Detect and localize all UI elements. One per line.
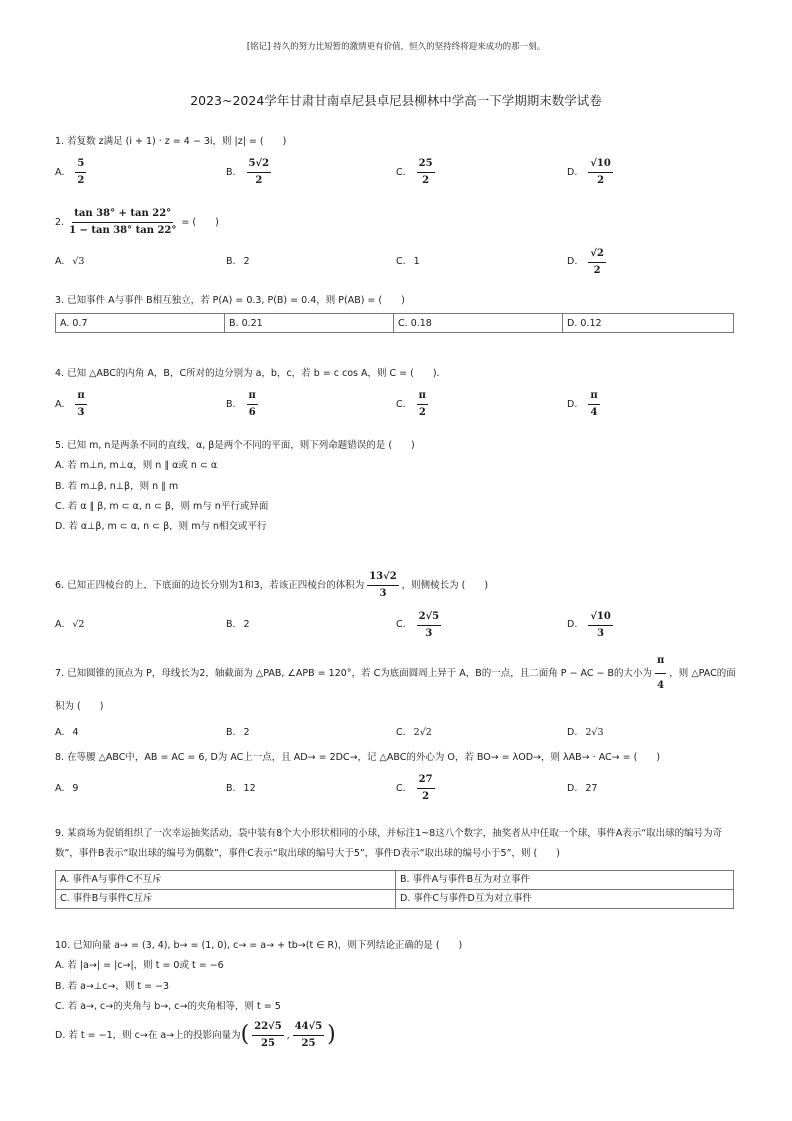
- question-text: 某商场为促销组织了一次幸运抽奖活动，袋中装有8个大小形状相同的小球，并标注1~8这八个数字，抽奖者从中任取一个球，事件A表示“取出球的编号为奇数”，事件B表示“取出球的编号为偶数”，事件C表示“取出球的编号大于5”，事件D表示“取出球的编号小于5”，则 ( ): [55, 828, 723, 859]
- question-fraction: $\frac{13√2}{3}$: [369, 571, 397, 599]
- option-a: A. √2: [55, 619, 85, 631]
- options-table: [55, 313, 734, 333]
- option-b: B. 2: [226, 727, 250, 739]
- question-text: 已知向量 a→ = (3, 4), b→ = (1, 0), c→ = a→ + tb→(t ∈ R)，则下列结论正确的是 ( ): [73, 940, 463, 951]
- option-d: D. $\frac{√2}{2}$: [567, 247, 604, 276]
- question-number: 2.: [55, 217, 65, 228]
- option-a: A. $\frac{\pi}{3}$: [55, 389, 85, 418]
- option-b: B. $\frac{\pi}{6}$: [226, 389, 256, 418]
- question-number: 10.: [55, 940, 71, 951]
- question-text-tail: ，则侧棱长为 ( ): [401, 580, 489, 591]
- option-a: A. 若 m⊥n, m⊥α，则 n ∥ α或 n ⊂ α: [55, 460, 218, 472]
- option-c: C. 2√2: [396, 727, 432, 739]
- header-motto: [铭记] 持久的努力比短暂的激情更有价值，恒久的坚持终将迎来成功的那一刻。: [246, 42, 546, 52]
- option-d: D. $\frac{\pi}{4}$: [567, 389, 598, 418]
- option-b: B. 2: [226, 619, 250, 631]
- question-10: [55, 939, 745, 1051]
- question-number: 7.: [55, 668, 65, 679]
- option-a: A. 0.7: [56, 314, 225, 333]
- question-number: 8.: [55, 752, 65, 763]
- option-d: D. 0.12: [563, 314, 734, 333]
- left-paren: (: [240, 1022, 250, 1048]
- question-number: 4.: [55, 368, 65, 379]
- option-d: D. 事件C与事件D互为对立事件: [396, 889, 734, 908]
- option-b: B. $\frac{5√2}{2}$: [226, 157, 270, 186]
- option-b: B. 0.21: [225, 314, 394, 333]
- question-text: 在等腰 △ABC中，AB = AC = 6, D为 AC上一点，且 AD→ = 2DC→，记 △ABC的外心为 O，若 BO→ = λOD→，则 λAB→ · AC→ = ( ): [67, 752, 661, 763]
- option-d: D. $\frac{√10}{3}$: [567, 610, 611, 639]
- option-c: C. 若 α ∥ β, m ⊂ α, n ⊂ β，则 m与 n平行或异面: [55, 500, 269, 512]
- option-b: B. 若 a→⊥c→，则 t = −3: [55, 980, 170, 992]
- option-b: B. 事件A与事件B互为对立事件: [396, 870, 734, 889]
- option-c: C. 0.18: [394, 314, 563, 333]
- question-text: 若复数 z满足 (i + 1) · z = 4 − 3i，则 |z| = ( ): [67, 136, 287, 147]
- question-fraction: $\frac{\tan 38^\circ + \tan 22^\circ}{1 - \tan 38^\circ \tan 22^\circ}$: [69, 208, 177, 236]
- page-title: 2023~2024学年甘肃甘南卓尼县卓尼县柳林中学高一下学期期末数学试卷: [190, 93, 602, 108]
- question-1: [55, 135, 745, 190]
- option-c: C. 1: [396, 256, 420, 268]
- question-text: = ( ): [181, 217, 219, 228]
- option-c: C. $\frac{27}{2}$: [396, 773, 433, 802]
- option-a: A. √3: [55, 256, 85, 268]
- options-table: [55, 870, 734, 909]
- option-a: A. 事件A与事件C不互斥: [56, 870, 396, 889]
- option-c: C. 若 a→, c→的夹角与 b→, c→的夹角相等，则 t = 5: [55, 1000, 281, 1012]
- question-number: 3.: [55, 295, 65, 306]
- question-text: 已知圆锥的顶点为 P，母线长为2，轴截面为 △PAB, ∠APB = 120°，若 C为底面圆周上异于 A，B的一点，且二面角 P − AC − B的大小为: [67, 668, 652, 679]
- question-6: [55, 570, 745, 643]
- question-4: [55, 367, 745, 422]
- option-c: C. $\frac{25}{2}$: [396, 157, 433, 186]
- option-a: A. 若 |a→| = |c→|，则 t = 0或 t = −6: [55, 960, 224, 972]
- question-3: [55, 294, 745, 333]
- option-d: D. 若 t = −1，则 c→在 a→上的投影向量为 ( $\frac{22√5}{25}$ , $\frac{44√5}{25}$ ): [55, 1021, 336, 1050]
- question-number: 6.: [55, 580, 65, 591]
- option-b: B. 12: [226, 782, 256, 794]
- right-paren: ): [327, 1022, 336, 1048]
- question-text: 已知 △ABC的内角 A，B，C所对的边分别为 a，b，c，若 b = c cos A，则 C = ( )．: [67, 368, 447, 379]
- question-number: 5.: [55, 440, 65, 451]
- option-b: B. 若 m⊥β, n⊥β，则 n ∥ m: [55, 480, 179, 492]
- question-7: [55, 650, 745, 742]
- option-d: D. 若 α⊥β, m ⊂ α, n ⊂ β，则 m与 n相交或平行: [55, 521, 267, 533]
- question-8: [55, 751, 745, 806]
- question-text: 已知 m, n是两条不同的直线，α, β是两个不同的平面，则下列命题错误的是 ( ): [67, 440, 415, 451]
- option-c: C. $\frac{\pi}{2}$: [396, 389, 426, 418]
- option-d: D. 2√3: [567, 727, 604, 739]
- question-2: [55, 207, 745, 280]
- option-a: A. 4: [55, 727, 79, 739]
- option-c: C. $\frac{2√5}{3}$: [396, 610, 440, 639]
- option-c: C. 事件B与事件C互斥: [56, 889, 396, 908]
- question-number: 1.: [55, 136, 65, 147]
- option-b: B. 2: [226, 256, 250, 268]
- question-text-tail: ，则 △PAC的面积为 ( ): [55, 668, 736, 712]
- option-a: A. $\frac{5}{2}$: [55, 157, 85, 186]
- option-d: D. 27: [567, 782, 598, 794]
- option-a: A. 9: [55, 782, 79, 794]
- question-text: 已知事件 A与事件 B相互独立，若 P(A) = 0.3, P(B) = 0.4，则 P(AB) = ( ): [67, 295, 405, 306]
- comma: ,: [286, 1030, 290, 1042]
- question-number: 9.: [55, 828, 65, 839]
- question-fraction: $\frac{\pi}{4}$: [655, 650, 666, 697]
- question-9: [55, 824, 745, 909]
- option-d: D. $\frac{√10}{2}$: [567, 157, 611, 186]
- question-text: 已知正四棱台的上、下底面的边长分别为1和3，若该正四棱台的体积为: [67, 580, 365, 591]
- question-5: [55, 439, 745, 533]
